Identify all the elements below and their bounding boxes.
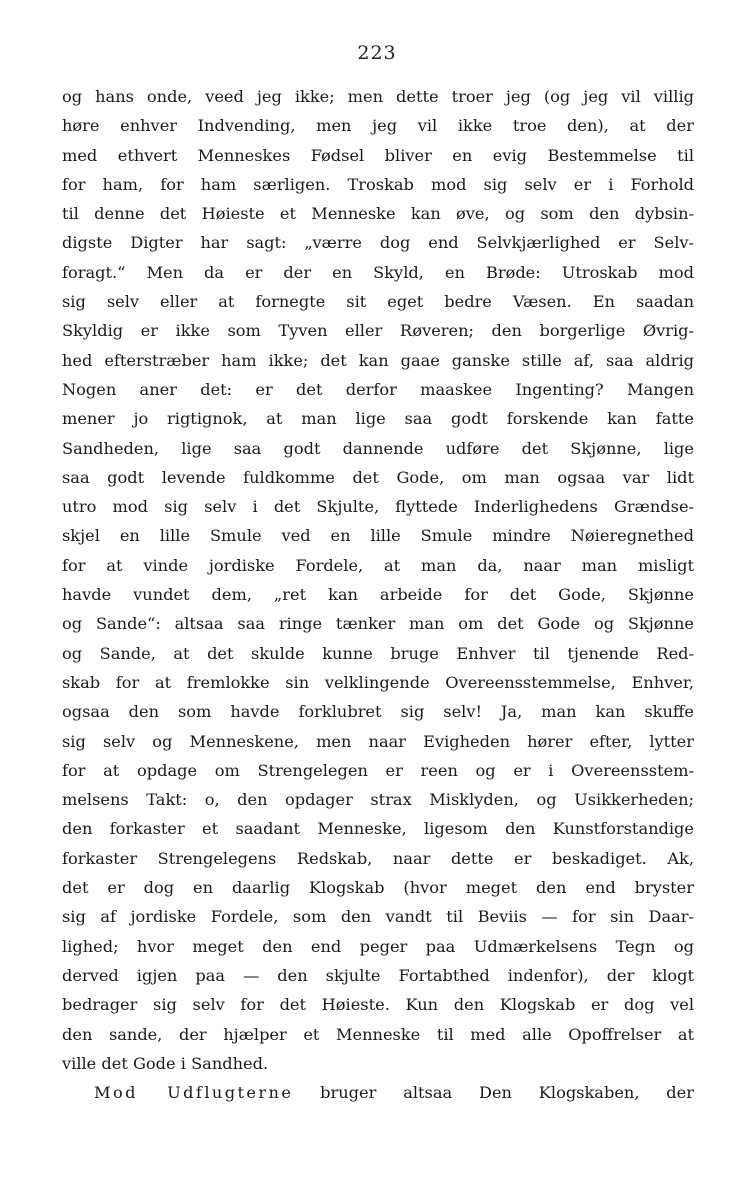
page-number: 223 <box>357 42 397 64</box>
text-line: hed efterstræber ham ikke; det kan gaae ganske stille af, saa aldrig <box>62 350 694 370</box>
spaced-emphasis: Mod Udflugterne <box>94 1083 294 1103</box>
text-line: melsens Takt: o, den opdager strax Misklyden, og Usikkerheden; <box>62 790 694 810</box>
text-line: forkaster Strengelegens Redskab, naar dette er beskadiget. Ak, <box>62 848 694 868</box>
text-line: skab for at fremlokke sin velklingende Overeensstemmelse, Enhver, <box>62 672 694 692</box>
text-line: sig selv eller at fornegte sit eget bedre Væsen. En saadan <box>62 292 694 312</box>
text-line: ogsaa den som havde forklubret sig selv! Ja, man kan skuffe <box>62 702 694 722</box>
text-line: til denne det Høieste et Menneske kan øve, og som den dybsin- <box>62 204 694 224</box>
text-line: mener jo rigtignok, at man lige saa godt forskende kan fatte <box>62 409 694 429</box>
final-line-rest: bruger altsaa Den Klogskaben, der <box>293 1083 694 1103</box>
body-text <box>62 82 694 1107</box>
text-line: saa godt levende fuldkomme det Gode, om man ogsaa var lidt <box>62 467 694 487</box>
text-line: bedrager sig selv for det Høieste. Kun den Klogskab er dog vel <box>62 995 694 1015</box>
text-line: Nogen aner det: er det derfor maaskee Ingenting? Mangen <box>62 379 694 399</box>
text-line: med ethvert Menneskes Fødsel bliver en evig Bestemmelse til <box>62 145 694 165</box>
text-line: Sandheden, lige saa godt dannende udføre det Skjønne, lige <box>62 438 694 458</box>
text-line: sig selv og Menneskene, men naar Evigheden hører efter, lytter <box>62 731 694 751</box>
text-line: for at opdage om Strengelegen er reen og er i Overeensstem- <box>62 760 694 780</box>
text-line: skjel en lille Smule ved en lille Smule mindre Nøieregnethed <box>62 526 694 546</box>
text-line: ville det Gode i Sandhed. <box>62 1053 269 1073</box>
text-line: Skyldig er ikke som Tyven eller Røveren; den borgerlige Øvrig- <box>62 321 694 341</box>
text-line: for at vinde jordiske Fordele, at man da, naar man misligt <box>62 555 694 575</box>
text-line: derved igjen paa — den skjulte Fortabthed indenfor), der klogt <box>62 965 694 985</box>
text-line: høre enhver Indvending, men jeg vil ikke troe den), at der <box>62 116 694 136</box>
text-line: og Sande, at det skulde kunne bruge Enhver til tjenende Red- <box>62 643 694 663</box>
text-line: utro mod sig selv i det Skjulte, flyttede Inderlighedens Grændse- <box>62 497 694 517</box>
text-line: og Sande“: altsaa saa ringe tænker man om det Gode og Skjønne <box>62 614 694 634</box>
text-line: lighed; hvor meget den end peger paa Udmærkelsens Tegn og <box>62 936 694 956</box>
text-line: sig af jordiske Fordele, som den vandt til Beviis — for sin Daar- <box>62 907 694 927</box>
text-line: og hans onde, veed jeg ikke; men dette troer jeg (og jeg vil villig <box>62 87 694 106</box>
text-line: for ham, for ham særligen. Troskab mod sig selv er i Forhold <box>62 174 694 194</box>
text-line: det er dog en daarlig Klogskab (hvor meget den end bryster <box>62 878 694 898</box>
text-line: havde vundet dem, „ret kan arbeide for det Gode, Skjønne <box>62 585 694 605</box>
text-line: digste Digter har sagt: „værre dog end Selvkjærlighed er Selv- <box>62 233 694 253</box>
text-line-final <box>62 1078 694 1107</box>
text-line: foragt.“ Men da er der en Skyld, en Brøde: Utroskab mod <box>62 262 694 282</box>
text-line: den forkaster et saadant Menneske, ligesom den Kunstforstandige <box>62 819 694 839</box>
text-line: den sande, der hjælper et Menneske til med alle Opoffrelser at <box>62 1024 694 1044</box>
